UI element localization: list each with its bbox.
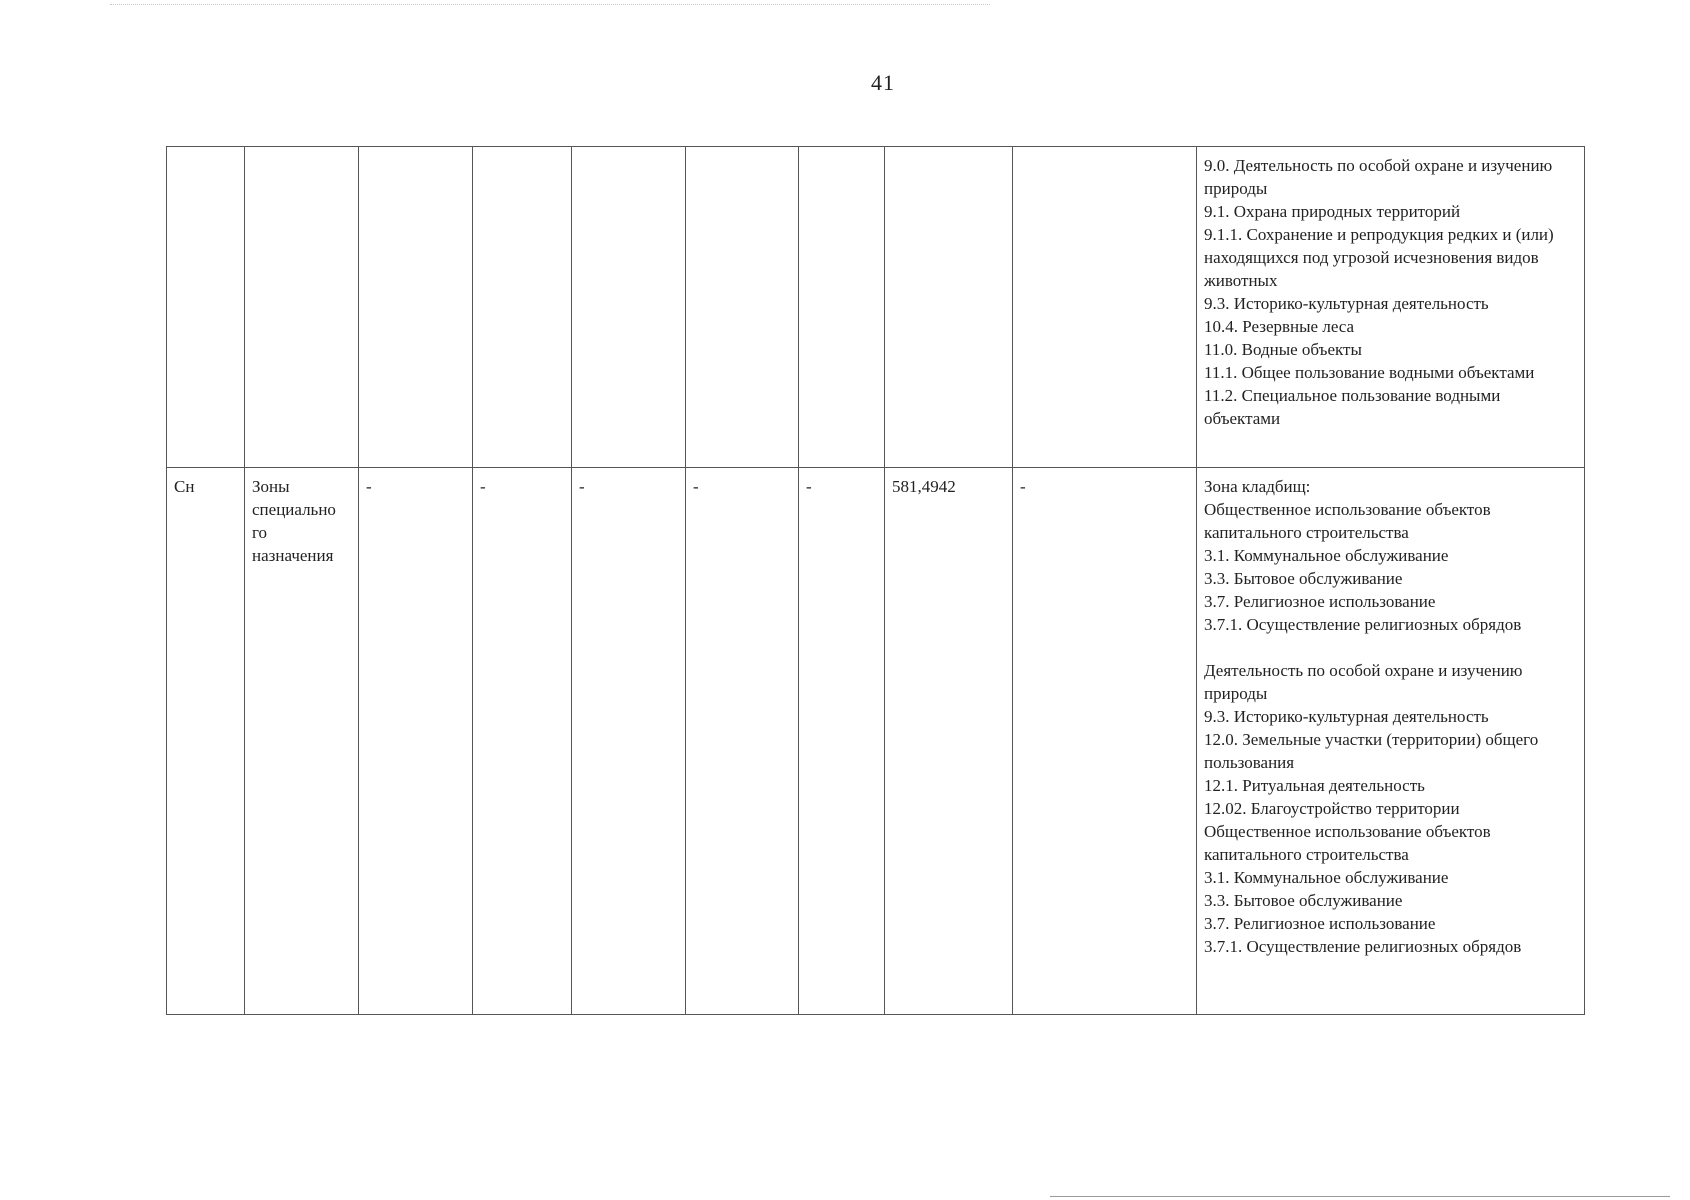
zones-table bbox=[166, 146, 1585, 1015]
permitted-use-line: 11.1. Общее пользование водными объектами bbox=[1204, 363, 1535, 382]
zone-code-cell: Сн bbox=[167, 468, 245, 1015]
permitted-use-line: 3.7.1. Осуществление религиозных обрядов bbox=[1204, 615, 1522, 634]
value-cell bbox=[1013, 147, 1197, 468]
value-cell bbox=[885, 147, 1013, 468]
scan-artifact-top bbox=[110, 4, 990, 7]
value-cell bbox=[473, 147, 572, 468]
permitted-use-line: 9.3. Историко-культурная деятельность bbox=[1204, 707, 1489, 726]
permitted-use-line: 3.7. Религиозное использование bbox=[1204, 592, 1436, 611]
value-cell: - bbox=[686, 468, 799, 1015]
permitted-use-line: 3.1. Коммунальное обслуживание bbox=[1204, 546, 1449, 565]
scan-artifact-bottom bbox=[1050, 1196, 1670, 1197]
permitted-use-cell bbox=[1197, 468, 1585, 1015]
permitted-use-line: Зона кладбищ: bbox=[1204, 477, 1311, 496]
value-cell: - bbox=[473, 468, 572, 1015]
permitted-use-line: 11.0. Водные объекты bbox=[1204, 340, 1362, 359]
permitted-use-line: 12.0. Земельные участки (территории) общего пользования bbox=[1204, 730, 1539, 772]
permitted-use-line: 3.7.1. Осуществление религиозных обрядов bbox=[1204, 937, 1522, 956]
permitted-use-line: 3.3. Бытовое обслуживание bbox=[1204, 891, 1403, 910]
value-cell bbox=[572, 147, 686, 468]
page-number: 41 bbox=[871, 70, 895, 95]
permitted-use-cell bbox=[1197, 147, 1585, 468]
value-cell: - bbox=[359, 468, 473, 1015]
value-cell: - bbox=[1013, 468, 1197, 1015]
permitted-use-line: 9.3. Историко-культурная деятельность bbox=[1204, 294, 1489, 313]
permitted-use-line: Деятельность по особой охране и изучению природы bbox=[1204, 661, 1523, 703]
permitted-use-line: Общественное использование объектов капитального строительства bbox=[1204, 500, 1491, 542]
value-cell: - bbox=[572, 468, 686, 1015]
permitted-use-line: 3.7. Религиозное использование bbox=[1204, 914, 1436, 933]
permitted-use-line: 3.1. Коммунальное обслуживание bbox=[1204, 868, 1449, 887]
area-value-cell: 581,4942 bbox=[885, 468, 1013, 1015]
zone-name-cell: Зоны специально го назначения bbox=[245, 468, 359, 1015]
permitted-use-line: 9.1.1. Сохранение и репродукция редких и (или) находящихся под угрозой исчезновения видов животных bbox=[1204, 225, 1554, 290]
table-row bbox=[167, 468, 1585, 1015]
paragraph-gap bbox=[1204, 636, 1577, 659]
zone-name-cell bbox=[245, 147, 359, 468]
permitted-use-line: 11.2. Специальное пользование водными объектами bbox=[1204, 386, 1501, 428]
value-cell bbox=[359, 147, 473, 468]
permitted-use-line: 12.1. Ритуальная деятельность bbox=[1204, 776, 1425, 795]
permitted-use-line: Общественное использование объектов капитального строительства bbox=[1204, 822, 1491, 864]
value-cell bbox=[799, 147, 885, 468]
permitted-use-line: 3.3. Бытовое обслуживание bbox=[1204, 569, 1403, 588]
value-cell: - bbox=[799, 468, 885, 1015]
value-cell bbox=[686, 147, 799, 468]
permitted-use-line: 9.1. Охрана природных территорий bbox=[1204, 202, 1461, 221]
permitted-use-line: 12.02. Благоустройство территории bbox=[1204, 799, 1460, 818]
zone-code-cell bbox=[167, 147, 245, 468]
permitted-use-line: 9.0. Деятельность по особой охране и изучению природы bbox=[1204, 156, 1553, 198]
permitted-use-line: 10.4. Резервные леса bbox=[1204, 317, 1355, 336]
table-row bbox=[167, 147, 1585, 468]
